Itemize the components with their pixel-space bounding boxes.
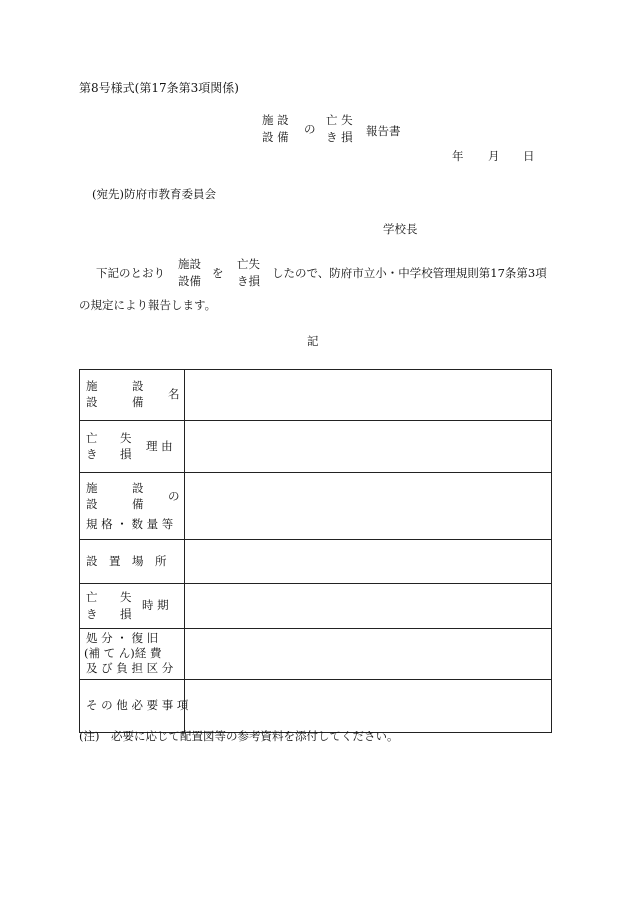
label-location-text: 設 置 場 所: [86, 554, 167, 568]
addressee: (宛先)防府市教育委員会: [92, 187, 216, 201]
label-spec-quantity: [80, 473, 185, 540]
title-report: 報告書: [366, 124, 401, 138]
body-line2: の規定により報告します。: [79, 298, 217, 312]
date-month: 月: [488, 149, 500, 163]
label-disposition: [80, 629, 185, 680]
body-facility: 施設: [178, 257, 201, 271]
value-other[interactable]: [185, 680, 552, 733]
value-location[interactable]: [185, 540, 552, 584]
value-facility-name[interactable]: [185, 370, 552, 421]
label-location: [80, 540, 185, 584]
label-char: き: [86, 447, 98, 461]
table-row: [80, 680, 552, 733]
table-row: [80, 629, 552, 680]
body-tail: したので、防府市立小・中学校管理規則第17条第3項: [272, 266, 547, 280]
report-table: [79, 369, 552, 733]
label-line: 処 分 ・ 復 旧: [86, 631, 159, 645]
body-lead: 下記のとおり: [96, 266, 165, 280]
label-time: [80, 584, 185, 629]
label-char: の: [168, 489, 180, 503]
value-time[interactable]: [185, 584, 552, 629]
body-loss: 亡失: [237, 257, 260, 271]
label-char: き: [86, 607, 98, 621]
title-no: の: [304, 122, 316, 136]
label-spec-line: 規 格 ・ 数 量 等: [86, 517, 174, 531]
body-group-facility: [178, 259, 201, 287]
table-row: [80, 473, 552, 540]
label-char: 亡: [86, 590, 98, 604]
title-equipment: 設 備: [262, 129, 289, 144]
ki-heading: 記: [307, 334, 319, 348]
label-facility-name: [80, 370, 185, 421]
date-year: 年: [452, 149, 464, 163]
body-equipment: 設備: [178, 273, 201, 288]
label-char: 設: [86, 395, 98, 409]
label-other-text: そ の 他 必 要 事 項: [86, 698, 189, 712]
title-facility: 施 設: [262, 113, 289, 127]
label-reason: [80, 421, 185, 473]
label-char: 施: [86, 379, 98, 393]
label-line: 及 び 負 担 区 分: [86, 661, 174, 675]
value-spec-quantity[interactable]: [185, 473, 552, 540]
value-reason[interactable]: [185, 421, 552, 473]
label-char: 施: [86, 481, 98, 495]
date-day: 日: [523, 149, 535, 163]
label-char: 亡: [86, 431, 98, 445]
form-number: 第8号様式(第17条第3項関係): [79, 81, 239, 95]
title-group-loss: [326, 115, 353, 143]
body-group-loss: [237, 259, 260, 287]
title-loss: 亡 失: [326, 113, 353, 127]
label-char: 名: [168, 387, 180, 401]
label-other: [80, 680, 189, 733]
label-char: 備: [132, 395, 144, 409]
label-char: 備: [132, 497, 144, 511]
value-disposition[interactable]: [185, 629, 552, 680]
table-row: [80, 584, 552, 629]
body-wo: を: [212, 266, 224, 280]
table-row: [80, 540, 552, 584]
label-char: 時 期: [142, 598, 169, 612]
label-char: 設: [132, 379, 144, 393]
label-char: 失: [120, 431, 132, 445]
table-row: [80, 421, 552, 473]
label-char: 損: [120, 607, 132, 621]
table-row: [80, 370, 552, 421]
label-char: 設: [132, 481, 144, 495]
sender-principal: 学校長: [383, 222, 418, 236]
label-char: 損: [120, 447, 132, 461]
label-char: 設: [86, 497, 98, 511]
label-char: 失: [120, 590, 132, 604]
footnote: (注) 必要に応じて配置図等の参考資料を添付してください。: [79, 729, 399, 743]
label-char: 理 由: [146, 439, 173, 453]
body-damage: き損: [237, 273, 260, 288]
label-line: (補 て ん)経 費: [84, 646, 162, 660]
title-damage: き 損: [326, 129, 353, 144]
title-group-facility: [262, 115, 289, 143]
